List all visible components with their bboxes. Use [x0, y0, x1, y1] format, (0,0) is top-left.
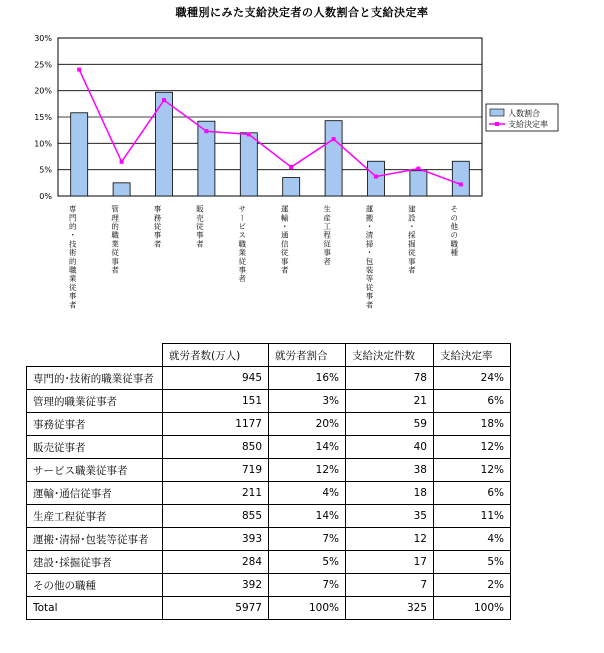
table-cell: 100% [269, 597, 346, 620]
table-cell: 1177 [163, 413, 269, 436]
row-label: サービス職業従事者 [27, 459, 163, 482]
bar [452, 161, 469, 196]
line-series [77, 68, 463, 187]
table-row [27, 436, 511, 459]
table-row [27, 367, 511, 390]
x-tick-label: サービス職業従事者 [237, 205, 247, 284]
x-tick-label: その他の職種 [449, 205, 459, 258]
y-axis [34, 34, 52, 201]
line-path [79, 70, 461, 185]
table-cell: 16% [269, 367, 346, 390]
table-cell: 6% [434, 482, 511, 505]
row-label: 事務従事者 [27, 413, 163, 436]
table-cell: 11% [434, 505, 511, 528]
table-row [27, 551, 511, 574]
table-cell: 284 [163, 551, 269, 574]
line-point [247, 132, 251, 136]
x-tick-label: 生産工程従事者 [322, 205, 332, 266]
table-cell: 78 [346, 367, 434, 390]
line-point [416, 167, 420, 171]
table-row [27, 528, 511, 551]
x-tick-label: 建設・採掘従事者 [407, 205, 417, 275]
legend-bar-swatch [490, 109, 504, 116]
table-cell: 17 [346, 551, 434, 574]
y-tick-label: 10% [34, 139, 52, 149]
table-row [27, 413, 511, 436]
table-cell: 7 [346, 574, 434, 597]
table-cell: 20% [269, 413, 346, 436]
table-cell: 6% [434, 390, 511, 413]
table-cell: 12% [434, 459, 511, 482]
table-row [27, 459, 511, 482]
table-cell: 38 [346, 459, 434, 482]
x-tick-label: 運輸・通信従事者 [280, 205, 290, 275]
row-label: 運輸･通信従事者 [27, 482, 163, 505]
table-cell: 12% [269, 459, 346, 482]
y-tick-label: 25% [34, 60, 52, 70]
table-cell: 7% [269, 528, 346, 551]
row-label: 管理的職業従事者 [27, 390, 163, 413]
x-tick-label: 管理的職業従事者 [110, 205, 120, 275]
y-tick-label: 20% [34, 86, 52, 96]
table-body [27, 367, 511, 620]
y-tick-label: 5% [39, 165, 52, 175]
line-point [289, 165, 293, 169]
row-label: 建設･採掘従事者 [27, 551, 163, 574]
table-cell: 14% [269, 505, 346, 528]
line-point [332, 137, 336, 141]
bar [410, 171, 427, 196]
table-cell: 392 [163, 574, 269, 597]
row-label: 販売従事者 [27, 436, 163, 459]
legend [486, 104, 558, 131]
table-cell: 14% [269, 436, 346, 459]
table-cell: 3% [269, 390, 346, 413]
bar [71, 113, 88, 196]
row-label: 運搬･清掃･包装等従事者 [27, 528, 163, 551]
line-point [162, 98, 166, 102]
data-table-wrap [26, 343, 511, 620]
table-cell: 5977 [163, 597, 269, 620]
header-workers: 就労者数(万人) [163, 344, 269, 367]
line-point [204, 129, 208, 133]
legend-label: 支給決定率 [508, 120, 548, 129]
table-cell: 7% [269, 574, 346, 597]
table-row [27, 597, 511, 620]
x-tick-label: 事務従事者 [153, 205, 162, 249]
table-header-row [27, 344, 511, 367]
legend-line-marker [495, 122, 499, 126]
chart-title: 職種別にみた支給決定者の人数割合と支給決定率 [175, 6, 429, 19]
header-worker-share: 就労者割合 [269, 344, 346, 367]
row-label: 専門的･技術的職業従事者 [27, 367, 163, 390]
table-cell: 18% [434, 413, 511, 436]
table-cell: 18 [346, 482, 434, 505]
line-point [459, 182, 463, 186]
table-cell: 40 [346, 436, 434, 459]
table-cell: 5% [269, 551, 346, 574]
table-cell: 211 [163, 482, 269, 505]
bar [283, 178, 300, 196]
row-label: その他の職種 [27, 574, 163, 597]
legend-label: 人数割合 [508, 109, 540, 118]
line-point [77, 68, 81, 72]
table-cell: 4% [269, 482, 346, 505]
table-cell: 151 [163, 390, 269, 413]
header-decision-rate: 支給決定率 [434, 344, 511, 367]
table-row [27, 574, 511, 597]
bar [325, 121, 342, 196]
bar-series [71, 92, 470, 196]
x-axis-labels [68, 204, 459, 310]
data-table [26, 343, 511, 620]
y-tick-label: 0% [39, 192, 52, 201]
table-cell: 945 [163, 367, 269, 390]
table-corner [27, 344, 163, 367]
y-tick-label: 15% [34, 113, 52, 122]
table-cell: 5% [434, 551, 511, 574]
line-point [374, 175, 378, 179]
row-label: 生産工程従事者 [27, 505, 163, 528]
table-cell: 12 [346, 528, 434, 551]
table-cell: 35 [346, 505, 434, 528]
table-row [27, 482, 511, 505]
table-cell: 2% [434, 574, 511, 597]
x-tick-label: 販売従事者 [195, 205, 205, 249]
bar [368, 161, 385, 196]
x-tick-label: 運搬・清掃・包装等従事者 [365, 205, 374, 310]
table-cell: 850 [163, 436, 269, 459]
x-tick-label: 専門的・技術的職業従事者 [68, 205, 78, 310]
table-row [27, 390, 511, 413]
table-cell: 100% [434, 597, 511, 620]
table-cell: 21 [346, 390, 434, 413]
table-cell: 325 [346, 597, 434, 620]
table-cell: 59 [346, 413, 434, 436]
table-cell: 4% [434, 528, 511, 551]
table-row [27, 505, 511, 528]
bar [113, 183, 130, 196]
table-cell: 24% [434, 367, 511, 390]
table-cell: 393 [163, 528, 269, 551]
bar [240, 133, 257, 196]
header-decisions: 支給決定件数 [346, 344, 434, 367]
line-point [120, 160, 124, 164]
table-cell: 12% [434, 436, 511, 459]
row-label: Total [27, 597, 163, 620]
table-cell: 719 [163, 459, 269, 482]
y-tick-label: 30% [34, 34, 52, 43]
table-cell: 855 [163, 505, 269, 528]
